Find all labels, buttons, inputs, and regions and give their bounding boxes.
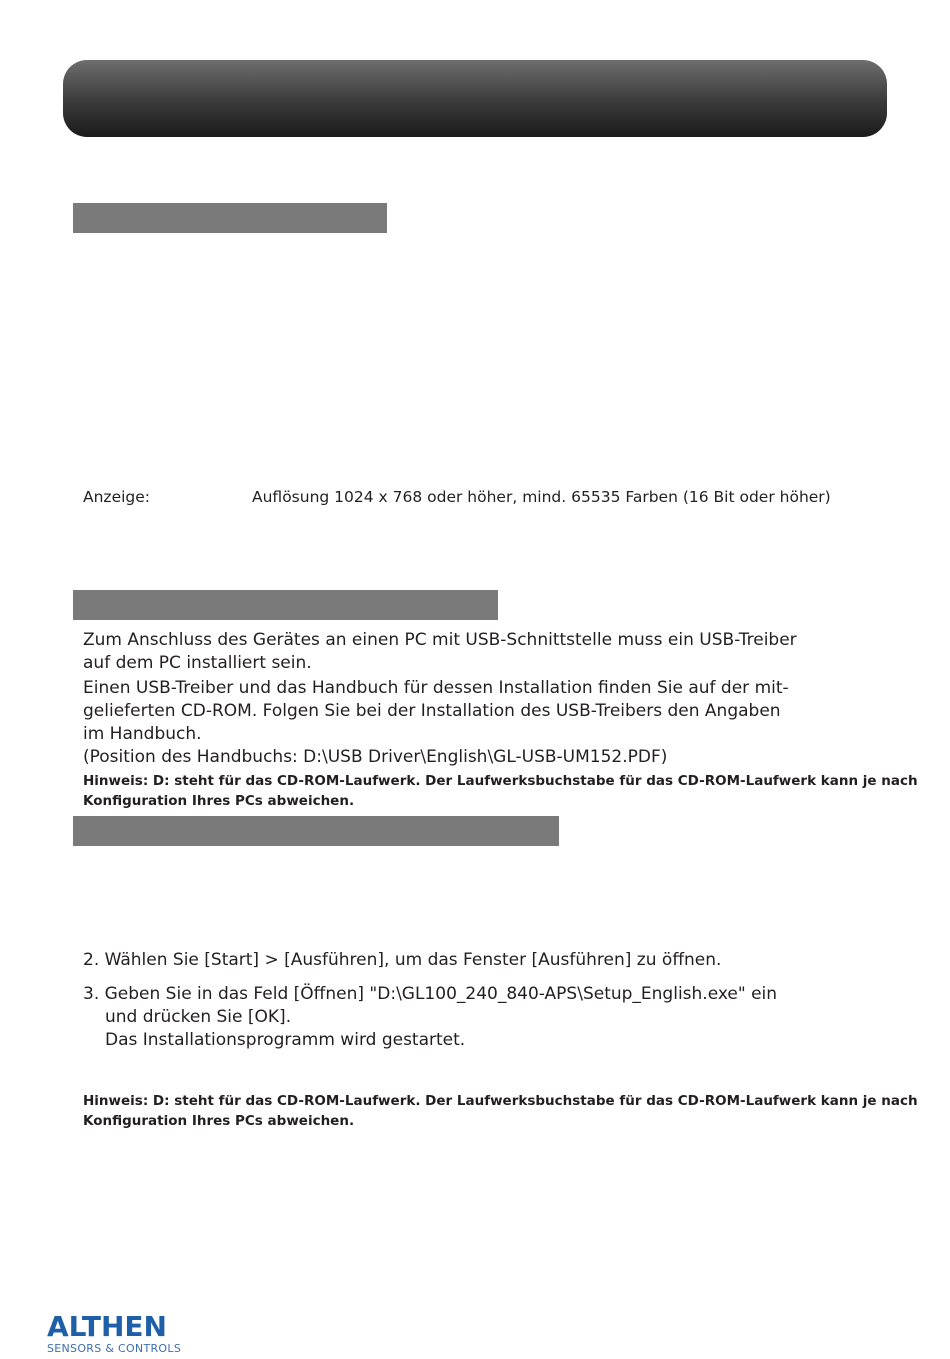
usb-paragraph-line: auf dem PC installiert sein. [83, 653, 312, 673]
install-step-3-continued: und drücken Sie [OK]. [105, 1007, 292, 1027]
usb-paragraph-line: im Handbuch. [83, 724, 202, 744]
usb-manual-path: (Position des Handbuchs: D:\USB Driver\English\GL-USB-UM152.PDF) [83, 747, 668, 767]
section-heading-bar-usb-driver [73, 590, 498, 620]
install-note-line: Hinweis: D: steht für das CD-ROM-Laufwerk. Der Laufwerksbuchstabe für das CD-ROM-Laufwerk kann je nach [83, 1093, 918, 1109]
install-note-line: Konfiguration Ihres PCs abweichen. [83, 1113, 355, 1129]
usb-paragraph-line: Einen USB-Treiber und das Handbuch für dessen Installation finden Sie auf der mit- [83, 678, 789, 698]
install-step-3: 3. Geben Sie in das Feld [Öffnen] "D:\GL100_240_840-APS\Setup_English.exe" ein [83, 984, 778, 1004]
usb-paragraph-line: Zum Anschluss des Gerätes an einen PC mit USB-Schnittstelle muss ein USB-Treiber [83, 630, 797, 650]
logo-tagline: SENSORS & CONTROLS [47, 1342, 182, 1355]
chapter-title-banner [63, 60, 887, 137]
install-step-2: 2. Wählen Sie [Start] > [Ausführen], um das Fenster [Ausführen] zu öffnen. [83, 950, 722, 970]
section-heading-bar-system-requirements [73, 203, 387, 233]
usb-note-line: Hinweis: D: steht für das CD-ROM-Laufwerk. Der Laufwerksbuchstabe für das CD-ROM-Laufwerk kann je nach [83, 773, 918, 789]
logo-wordmark: ALTHEN [47, 1310, 167, 1343]
install-step-3-result: Das Installationsprogramm wird gestartet. [105, 1030, 466, 1050]
usb-paragraph-line: gelieferten CD-ROM. Folgen Sie bei der Installation des USB-Treibers den Angaben [83, 701, 781, 721]
althen-logo [47, 1312, 181, 1356]
section-heading-bar-software-installation [73, 816, 559, 846]
display-requirement-label: Anzeige: [83, 488, 151, 506]
usb-note-line: Konfiguration Ihres PCs abweichen. [83, 793, 355, 809]
display-requirement-value: Auflösung 1024 x 768 oder höher, mind. 65535 Farben (16 Bit oder höher) [252, 488, 831, 506]
